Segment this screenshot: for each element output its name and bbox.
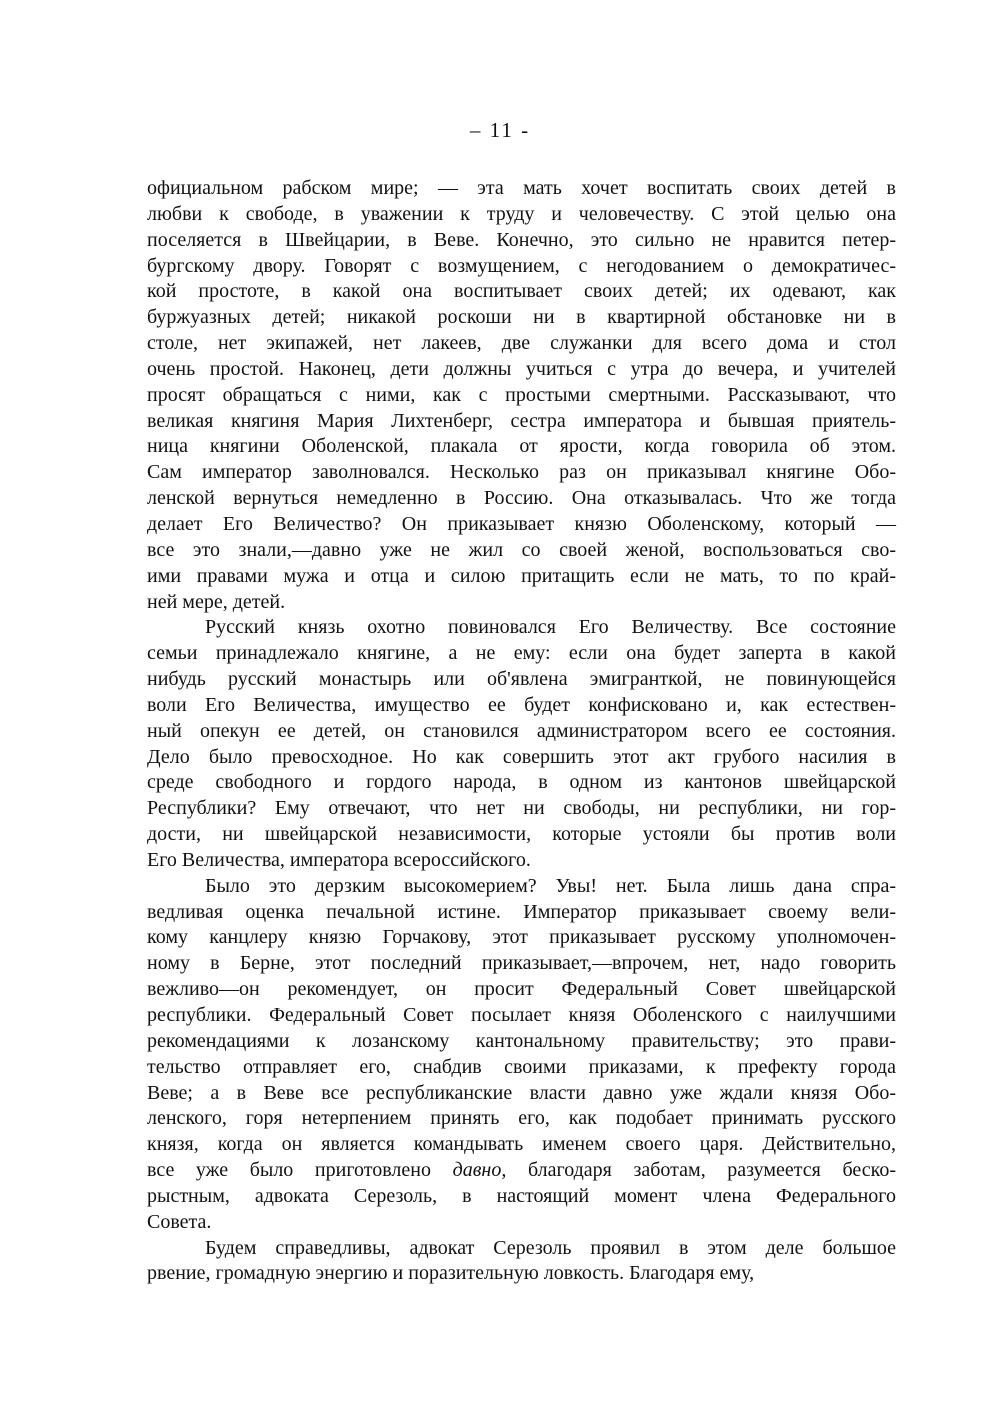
text-line: дости, ни швейцарской независимости, которые устояли бы против воли: [147, 823, 896, 846]
text-line: семьи принадлежало княгине, а не ему: если она будет заперта в какой: [147, 642, 896, 665]
paragraph: [147, 1236, 896, 1288]
text-line: Будем справедливы, адвокат Серезоль проявил в этом деле большое: [205, 1236, 896, 1259]
text-line: официальном рабском мире; — эта мать хочет воспитать своих детей в: [147, 177, 896, 199]
text-line: тельство отправляет его, снабдив своими приказами, к префекту города: [147, 1055, 896, 1078]
text-line: Республики? Ему отвечают, что нет ни свободы, ни республики, ни гор-: [147, 797, 896, 820]
text-line: рвение, громадную энергию и поразительную ловкость. Благодаря ему,: [147, 1262, 755, 1285]
text-line: делает Его Величество? Он приказывает князю Оболенскому, который —: [147, 512, 896, 535]
paragraph: [147, 615, 896, 873]
text-line: очень простой. Наконец, дети должны учиться с утра до вечера, и учителей: [147, 357, 896, 380]
text-line: ному в Берне, этот последний приказывает,—впрочем, нет, надо говорить: [147, 952, 896, 975]
text-line: Сам император заволновался. Несколько раз он приказывал княгине Обо-: [147, 461, 896, 484]
text-line: Дело было превосходное. Но как совершить этот акт грубого насилия в: [147, 745, 896, 768]
text-line: рекомендациями к лозанскому кантональному правительству; это прави-: [147, 1029, 896, 1052]
text-line: кому канцлеру князю Горчакову, этот приказывает русскому уполномочен-: [147, 926, 896, 949]
emphasized-word: давно,: [452, 1159, 507, 1182]
text-line: князя, когда он является командывать именем своего царя. Действительно,: [147, 1133, 896, 1156]
text-line: просят обращаться с ними, как с простыми смертными. Рассказывают, что: [147, 383, 896, 406]
text-line: бургскому двору. Говорят с возмущением, с негодованием о демократичес-: [147, 254, 896, 277]
text-line: ведливая оценка печальной истине. Император приказывает своему вели-: [147, 900, 896, 923]
text-line: ней мере, детей.: [147, 590, 286, 613]
text-line: нибудь русский монастырь или об'явлена эмигранткой, не повинующейся: [147, 668, 896, 691]
paragraph: [147, 176, 896, 615]
text-line: все это знали,—давно уже не жил со своей женой, воспользоваться сво-: [147, 538, 896, 561]
text-line: Веве; а в Веве все республиканские власти давно уже ждали князя Обо-: [147, 1081, 896, 1104]
text-line: поселяется в Швейцарии, в Веве. Конечно, это сильно не нравится петер-: [147, 228, 896, 251]
paragraph: [147, 874, 896, 1236]
text-line: столе, нет экипажей, нет лакеев, две служанки для всего дома и стол: [147, 332, 896, 355]
text-line: кой простоте, в какой она воспитывает своих детей; их одевают, как: [147, 280, 896, 303]
text-line: ими правами мужа и отца и силою притащить если не мать, то по край-: [147, 564, 896, 587]
text-line: великая княгиня Мария Лихтенберг, сестра императора и бывшая приятель-: [147, 409, 896, 432]
text-line: буржуазных детей; никакой роскоши ни в квартирной обстановке ни в: [147, 306, 896, 329]
text-line: вежливо—он рекомендует, он просит Федеральный Совет швейцарской: [147, 978, 896, 1001]
text-line: ный опекун ее детей, он становился администратором всего ее состояния.: [147, 719, 896, 742]
text-line: среде свободного и гордого народа, в одном из кантонов швейцарской: [147, 771, 896, 794]
text-line: Его Величества, императора всероссийского.: [147, 848, 531, 871]
text-line: ленской вернуться немедленно в Россию. Она отказывалась. Что же тогда: [147, 487, 896, 510]
text-line: рыстным, адвоката Серезоль, в настоящий момент члена Федерального: [147, 1184, 896, 1207]
text-line: Было это дерзким высокомерием? Увы! нет. Была лишь дана спра-: [205, 874, 896, 897]
text-line: воли Его Величества, имущество ее будет конфисковано и, как естествен-: [147, 693, 896, 716]
text-line: все уже было приготовлено давно, благодаря заботам, разумеется беско-: [147, 1159, 897, 1182]
text-line: республики. Федеральный Совет посылает князя Оболенского с наилучшими: [147, 1004, 896, 1026]
body-text: [147, 176, 896, 1287]
text-line: Русский князь охотно повиновался Его Величеству. Все состояние: [205, 616, 896, 639]
text-line: Совета.: [147, 1210, 212, 1233]
text-line: любви к свободе, в уважении к труду и человечеству. С этой целью она: [147, 202, 896, 225]
text-line: ленского, горя нетерпением принять его, как подобает принимать русского: [147, 1107, 896, 1130]
text-line: ница княгини Оболенской, плакала от ярости, когда говорила об этом.: [147, 435, 896, 458]
page-number: – 11 -: [469, 118, 531, 142]
